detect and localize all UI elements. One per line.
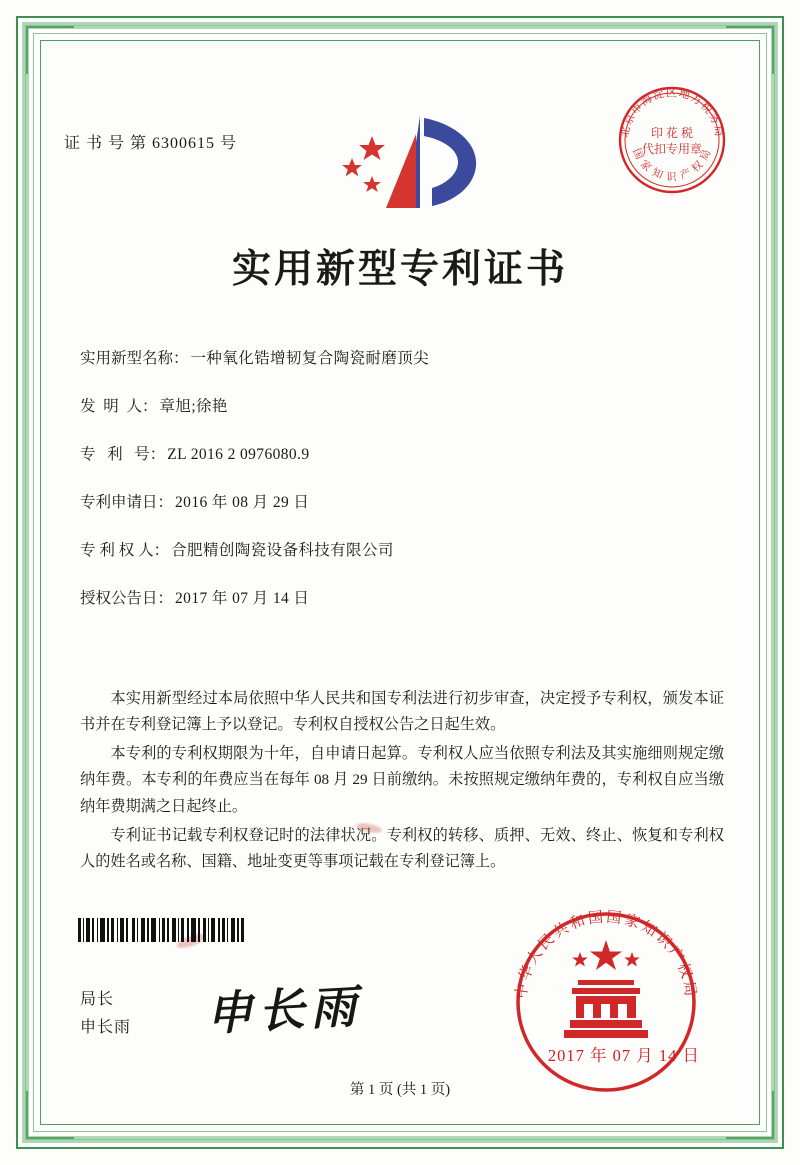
svg-text:北京市海淀区地方税务局: 北京市海淀区地方税务局 [618,87,726,139]
field-row-inventor [80,394,720,416]
field-value: 2017 年 07 月 14 日 [175,590,310,607]
svg-text:中华人民共和国国家知识产权局: 中华人民共和国国家知识产权局 [513,909,699,1000]
certificate-content [56,56,744,1109]
field-row-patentee [80,538,720,560]
field-row-utility-model-name [80,346,720,368]
field-value: ZL 2016 2 0976080.9 [167,446,310,463]
svg-text:国 家 知 识 产 权 局: 国 家 知 识 产 权 局 [630,147,714,183]
field-value: 章旭;徐艳 [159,398,228,415]
director-role-label: 局长 [80,991,115,1008]
svg-text:印 花 税: 印 花 税 [650,126,694,140]
sipo-logo [328,110,488,218]
signature-block [80,986,131,1042]
tax-stamp-seal [612,80,732,200]
svg-text:代扣专用章: 代扣专用章 [641,142,703,156]
field-label: 专 利 权 人： [80,542,170,559]
barcode [78,918,290,942]
certificate-number: 证 书 号 第 6300615 号 [64,135,238,152]
field-row-application-date [80,490,720,512]
field-list [80,346,720,634]
field-value: 2016 年 08 月 29 日 [175,494,310,511]
legal-paragraph-1: 本实用新型经过本局依照中华人民共和国专利法进行初步审查，决定授予专利权，颁发本证书并在专利登记簿上予以登记。专利权自授权公告之日起生效。 [80,690,724,734]
field-row-grant-announcement-date [80,586,720,608]
director-name-label: 申长雨 [80,1019,132,1036]
page-footer: 第 1 页 (共 1 页) [349,1082,451,1098]
field-label: 实用新型名称： [80,350,189,367]
legal-paragraph-3: 专利证书记载专利权登记时的法律状况。专利权的转移、质押、无效、终止、恢复和专利权人的姓名或名称、国籍、地址变更等事项记载在专利登记簿上。 [80,826,724,870]
field-label: 专利申请日： [80,494,174,511]
field-value: 合肥精创陶瓷设备科技有限公司 [171,542,394,559]
field-label: 专 利 号： [80,446,166,463]
field-row-patent-number [80,442,720,464]
field-label: 发 明 人： [80,398,158,415]
legal-paragraph-2: 本专利的专利权期限为十年，自申请日起算。专利权人应当依照专利法及其实施细则规定缴纳年费。本专利的年费应当在每年 08 月 29 日前缴纳。未按照规定缴纳年费的，专利权自应当缴纳年费期满之日起终止。 [80,745,724,815]
handwritten-signature: 申长雨 [204,980,364,1041]
legal-text [80,686,724,878]
national-ip-office-seal [508,904,704,1100]
page-title: 实用新型专利证书 [231,248,568,291]
field-value: 一种氧化锆增韧复合陶瓷耐磨顶尖 [190,350,430,367]
seal-date: 2017 年 07 月 14 日 [547,1046,700,1065]
field-label: 授权公告日： [80,590,174,607]
